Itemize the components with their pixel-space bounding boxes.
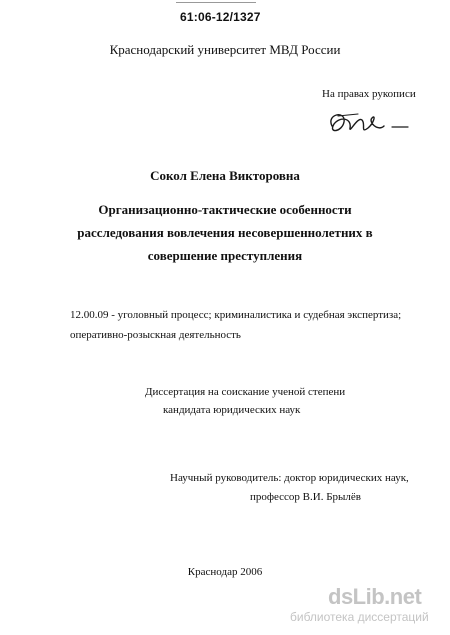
author-name: Сокол Елена Викторовна xyxy=(150,168,300,183)
watermark-logo: dsLib.net xyxy=(328,584,422,609)
archive-stamp: 61:06-12/1327 xyxy=(180,10,261,24)
supervisor-line-2: профессор В.И. Брылёв xyxy=(250,491,361,503)
degree-line-2: кандидата юридических наук xyxy=(163,404,301,416)
specialty-line-2: оперативно-розыскная деятельность xyxy=(70,329,241,341)
degree-line-1: Диссертация на соискание ученой степени xyxy=(145,386,346,398)
rights-notice: На правах рукописи xyxy=(322,88,416,100)
thesis-title-line-3: совершение преступления xyxy=(147,248,303,263)
thesis-title-line-2: расследования вовлечения несовершеннолетних в xyxy=(77,225,373,240)
top-rule xyxy=(176,2,256,3)
handwritten-signature xyxy=(318,104,414,142)
university-name: Краснодарский университет МВД России xyxy=(109,42,341,57)
watermark-subtitle: библиотека диссертаций xyxy=(290,610,429,624)
city-year: Краснодар 2006 xyxy=(187,566,263,578)
thesis-title-line-1: Организационно-тактические особенности xyxy=(98,202,352,217)
supervisor-line-1: Научный руководитель: доктор юридических наук, xyxy=(170,472,409,484)
specialty-line-1: 12.00.09 - уголовный процесс; криминалистика и судебная экспертиза; xyxy=(70,309,402,321)
